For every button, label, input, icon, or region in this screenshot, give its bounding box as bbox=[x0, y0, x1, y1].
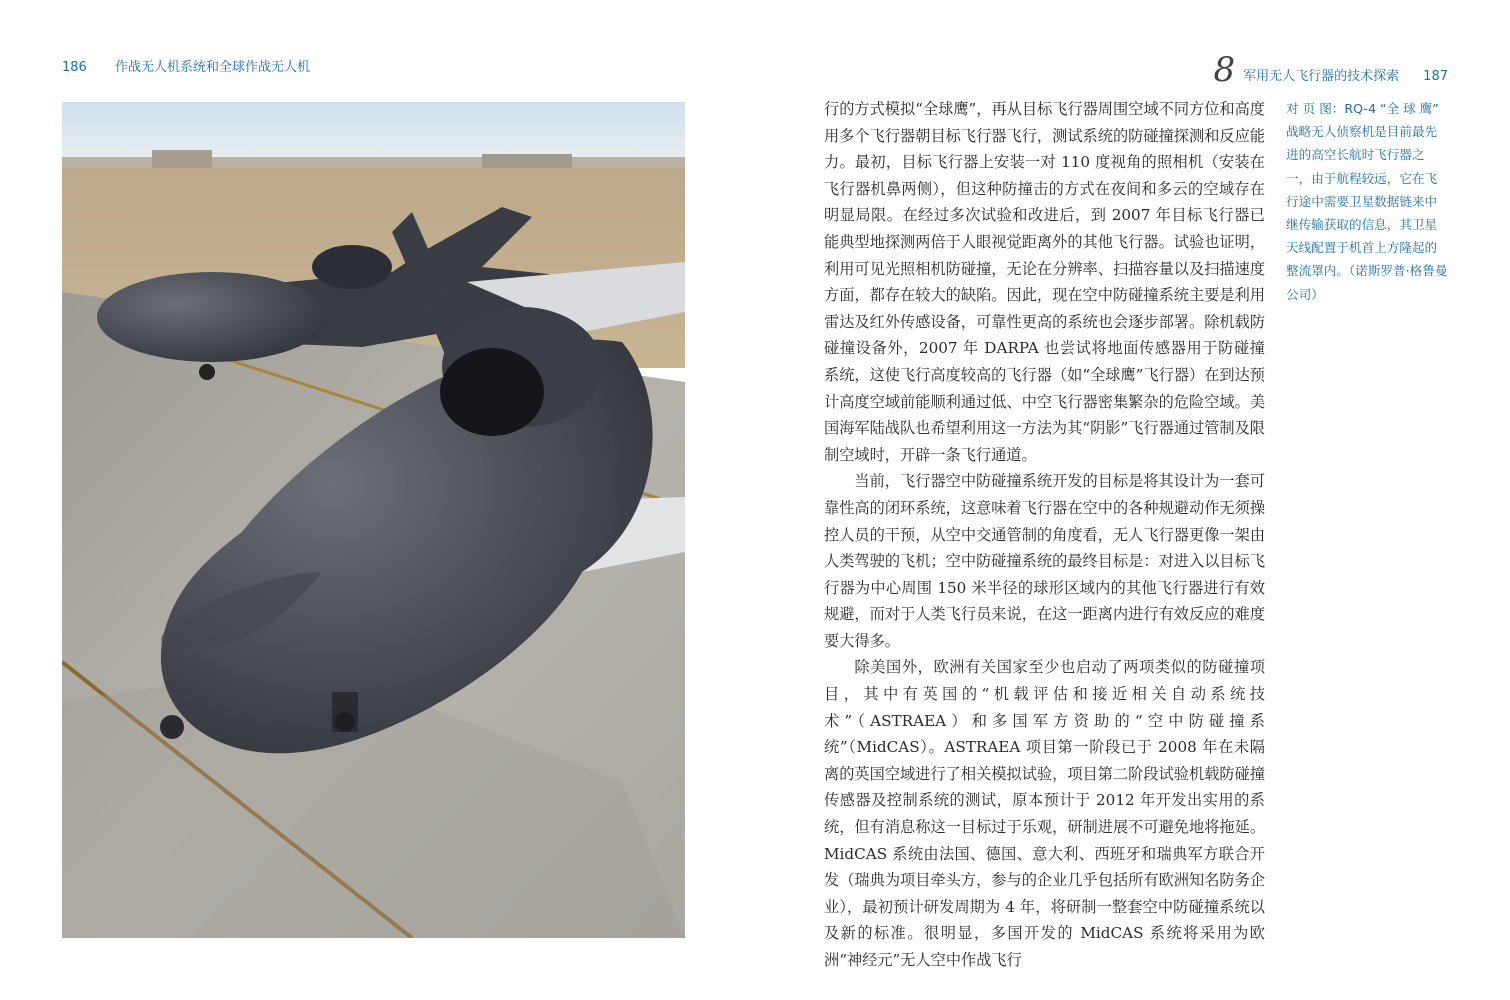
photo-caption: 对 页 图：RQ-4 “全 球 鹰” 战略无人侦察机是目前最先进的高空长航时飞行器之一，由于航程较远，它在飞行途中需要卫星数据链来中继传输获取的信息，其卫星天线配置于机首上方隆起的整流罩内。（诺斯罗普·格鲁曼公司） bbox=[1286, 101, 1448, 302]
paragraph: 当前，飞行器空中防碰撞系统开发的目标是将其设计为一套可靠性高的闭环系统，这意味着飞行器在空中的各种规避动作无须操控人员的干预，从空中交通管制的角度看，无人飞行器更像一架由人类驾驶的飞机；空中防碰撞系统的最终目标是：对进入以目标飞行器为中心周围 150 米半径的球形区域内的其他飞行器进行有效规避，而对于人类飞行员来说，在这一距离内进行有效反应的难度要大得多。 bbox=[824, 472, 1265, 650]
left-page-number: 186 bbox=[62, 60, 87, 75]
body-text bbox=[824, 96, 1265, 974]
left-page-header bbox=[62, 56, 310, 75]
paragraph: 行的方式模拟“全球鹰”，再从目标飞行器周围空域不同方位和高度用多个飞行器朝目标飞行器飞行，测试系统的防碰撞探测和反应能力。最初，目标飞行器上安装一对 110 度视角的照相机（安装在飞行器机鼻两侧），但这种防撞击的方式在夜间和多云的空域存在明显局限。在经过多次试验和改进后，到 2007 年目标飞行器已能典型地探测两倍于人眼视觉距离外的其他飞行器。试验也证明，利用可见光照相机防碰撞，无论在分辨率、扫描容量以及扫描速度方面，都存在较大的缺陷。因此，现在空中防碰撞系统主要是利用雷达及红外传感设备，可靠性更高的系统也会逐步部署。除机载防碰撞设备外，2007 年 DARPA 也尝试将地面传感器用于防碰撞系统，这使飞行高度较高的飞行器（如“全球鹰”飞行器）在到达预计高度空域前能顺利通过低、中空飞行器密集繁杂的危险空域。美国海军陆战队也希望利用这一方法为其“阴影”飞行器通过管制及限制空域时，开辟一条飞行通道。 bbox=[824, 100, 1265, 464]
right-running-title: 军用无人飞行器的技术探索 bbox=[1243, 69, 1400, 84]
left-running-title: 作战无人机系统和全球作战无人机 bbox=[114, 60, 310, 75]
right-page-header bbox=[1213, 50, 1448, 90]
global-hawk-photo bbox=[62, 102, 685, 938]
chapter-number: 8 bbox=[1213, 50, 1236, 90]
right-page-number: 187 bbox=[1423, 69, 1448, 84]
paragraph: 除美国外，欧洲有关国家至少也启动了两项类似的防碰撞项目，其中有英国的“机载评估和接近相关自动系统技术”（ASTRAEA）和多国军方资助的“空中防碰撞系统”（MidCAS）。ASTRAEA 项目第一阶段已于 2008 年在未隔离的英国空域进行了相关模拟试验，项目第二阶段试验机载防碰撞传感器及控制系统的测试，原本预计于 2012 年开发出实用的系统，但有消息称这一目标过于乐观，研制进展不可避免地将拖延。MidCAS 系统由法国、德国、意大利、西班牙和瑞典军方联合开发（瑞典为项目牵头方，参与的企业几乎包括所有欧洲知名防务企业），最初预计研发周期为 4 年，将研制一整套空中防碰撞系统以及新的标准。很明显，多国开发的 MidCAS 系统将采用为欧洲“神经元”无人空中作战飞行 bbox=[824, 658, 1265, 969]
